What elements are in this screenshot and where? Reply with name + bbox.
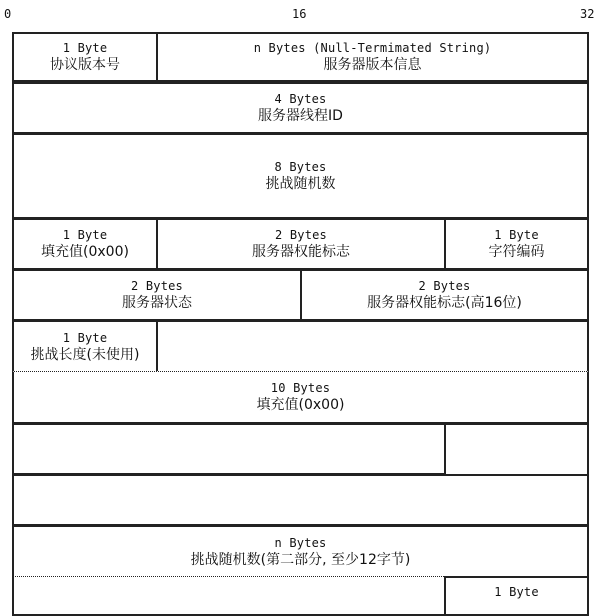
field-size: 2 Bytes — [275, 228, 327, 242]
field-name: 服务器权能标志(高16位) — [367, 295, 522, 311]
bit-scale-start: 0 — [4, 7, 12, 21]
capability-flags-field — [156, 218, 446, 270]
field-name: 填充值(0x00) — [41, 244, 129, 260]
bit-scale-mid: 16 — [292, 7, 307, 21]
field-size: 2 Bytes — [131, 279, 183, 293]
field-size: 2 Bytes — [418, 279, 471, 293]
reserved-filler-field — [12, 371, 589, 424]
field-size: 1 Byte — [62, 41, 108, 55]
protocol-version-field — [12, 32, 158, 82]
capability-flags-high-field — [300, 269, 589, 321]
field-name: 服务器权能标志 — [252, 244, 350, 260]
field-name: 挑战随机数(第二部分, 至少12字节) — [190, 551, 411, 568]
field-size: n Bytes (Null-Termimated String) — [253, 41, 492, 55]
charset-field — [444, 218, 589, 270]
field-size: 1 Byte — [62, 228, 108, 242]
field-size: 1 Byte — [62, 330, 108, 345]
field-name: 挑战随机数 — [265, 176, 336, 192]
scramble-part2-cont — [12, 576, 446, 616]
thread-id-field — [12, 82, 589, 134]
terminator-field — [444, 576, 589, 616]
field-name: 字符编码 — [488, 244, 545, 260]
scramble-part2-field — [12, 525, 589, 577]
bit-scale-end: 32 — [580, 7, 595, 21]
filler-field — [12, 218, 158, 270]
reserved-filler-start — [156, 320, 589, 372]
field-size: 1 Byte — [494, 228, 539, 242]
server-version-field — [156, 32, 589, 82]
field-name: 服务器线程ID — [258, 108, 343, 124]
field-size: 10 Bytes — [270, 381, 331, 395]
field-name: 挑战长度(未使用) — [30, 346, 140, 363]
field-size: 4 Bytes — [274, 92, 327, 106]
field-name: 协议版本号 — [50, 57, 120, 73]
reserved-filler-end — [444, 423, 589, 475]
field-size: 8 Bytes — [274, 160, 327, 174]
scramble-part1-field — [12, 133, 589, 219]
scramble-length-field — [12, 320, 158, 372]
scramble-part2-start — [12, 474, 589, 526]
field-name: 填充值(0x00) — [256, 397, 345, 413]
field-size: n Bytes — [274, 535, 327, 550]
field-name: 服务器版本信息 — [323, 57, 422, 73]
field-size: 1 Byte — [494, 585, 539, 599]
field-name: 服务器状态 — [122, 295, 192, 311]
reserved-filler-cont — [12, 423, 446, 475]
server-status-field — [12, 269, 302, 321]
